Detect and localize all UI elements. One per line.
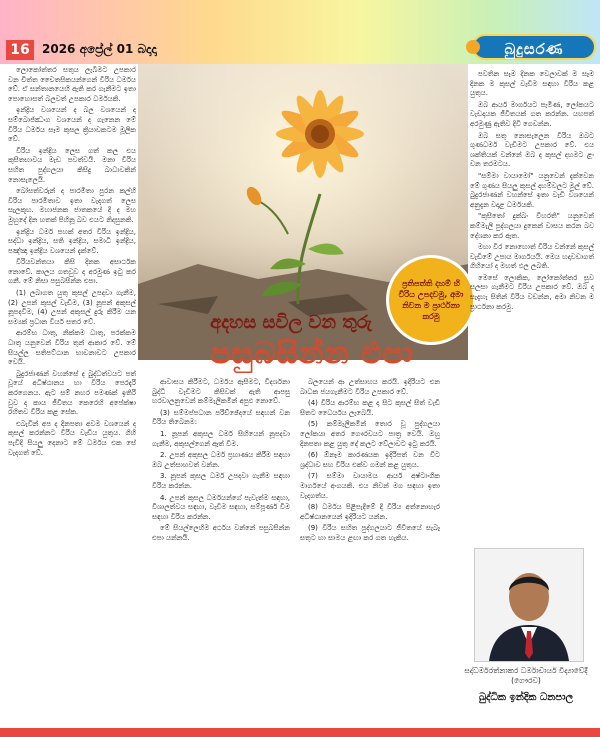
author-box bbox=[456, 548, 596, 730]
article-column-left bbox=[8, 66, 136, 721]
paragraph: "සම්මා වායාමෝ" යනුවෙන් දැක්වෙන මේ ගුණය සියලු කුසල් දහම්වලට මුල් වේ. බුදුරජාණන් වහන්සේ ඉතා වැඩි වශයෙන් අනුදැන වදාළ ධර්මයකි. bbox=[470, 171, 594, 209]
paragraph: පවතින සෑම දිනක වෙලාවක් ම සෑම දිනක ම කුසල් වැඩීම සඳහා වීරිය කළ යුතුය. bbox=[470, 70, 594, 98]
paragraph: ඉන්ද්‍රිය වශයෙන් ද බල වශයෙන් ද සම්බොජ්ඣංග වශයෙන් ද ගැනෙන මේ වීරිය ධර්මය සෑම කුසල ක්‍රියාවකටම මූලික වේ. bbox=[8, 106, 136, 144]
paragraph: මේ සියල්ලෙහිම අර්ථය වන්නේ පසුබසින්න එපා යන්නයි. bbox=[152, 524, 290, 542]
page-header bbox=[0, 0, 600, 64]
paragraph: (9) වීරිය සහිත පුද්ගලයාට ජීවිතයේ සැබෑ සතුට හා සාමය ළඟා කර ගත හැකිය. bbox=[300, 524, 440, 542]
paragraph: ලොකෝත්තර සතුය ලැබීමට උපකාර වන චිත්ත චෛතසිකයන්ගෙන් වීරිය ධර්මය වේ. ඒ සන්තානයෙහි ඇති කර ගැනීමට ඉතා පොහොසත් බලවත් උපකාර ධර්මයකි. bbox=[8, 66, 136, 103]
page-footer-bar bbox=[0, 728, 600, 737]
paragraph: 3. නූපන් කුසල ධර්ම උපදවා ගැනීම සඳහා වීරිය කරන්න. bbox=[152, 472, 290, 490]
author-photo bbox=[474, 548, 584, 662]
paragraph: (8) ධර්මය පිළිපැදීමේ දී වීරිය අත්නොහැර අධිෂ්ඨානයෙන් ඉදිරියට යන්න. bbox=[300, 503, 440, 521]
paragraph: වීරිය ඉන්ද්‍රිය ලෙස ගත් කල එය කුසීතභාවය මැඩ පවත්වයි. මනා වීරිය සහිත පුද්ගලයා කිසිදු බාධාවකින් නොසැලෙයි. bbox=[8, 146, 136, 184]
headline-line-1: අදහස සවිල වන තුරු bbox=[210, 312, 372, 333]
paragraph: වීරියවන්තයා කිසි දිනක අසාර්ථක නොවේ. කාලය ගතවුව ද අරමුණ ඉටු කර ගනී. මේ නිසා පසුබසින්න එපා. bbox=[8, 258, 136, 286]
paragraph: (3) සම්මප්පධාන පරිච්ඡේදයේ සඳහන් වන විරිය තිබෙනම: bbox=[152, 408, 290, 427]
paragraph: බුදුරජාණන් වහන්සේ ද බුද්ධත්වයට පත් වූයේ අධිෂ්ඨානය හා වීරිය පෙරදැරි කරගෙනය. ඇට සම් නහර පමණක් ඉතිරි වුව ද කාය ජීවිතය කෙරෙහි අපේක්ෂා රහිතව වීරිය කළ සේක. bbox=[8, 369, 136, 417]
paragraph: (4) වීරිය ආරම්භ කළ දා සිට කුසල් සිත් වැඩී සිතට ධෛර්යය ලැබෙයි. bbox=[300, 399, 440, 417]
headline-line-2: පසුබසින්න එපා bbox=[210, 336, 414, 371]
section-logo-text: බුදුසරණ bbox=[504, 40, 564, 58]
paragraph: බලයෙන් ආ උත්සාහය කරයි. ඉදිරියට එන බාධක ජයගැනීමට වීරිය උපකාර වේ. bbox=[300, 378, 440, 396]
paragraph: 2. උපන් අකුසල ධර්ම ප්‍රහාණය කිරීම සඳහා ඔබ උත්සාහවත් වන්න. bbox=[152, 451, 290, 469]
author-title: සද්ධර්මරත්නාකර ධර්මාචාර්ය විද්‍යාවේදී (ගෞරව) bbox=[464, 666, 588, 685]
dharma-wheel-icon bbox=[466, 40, 480, 54]
section-logo bbox=[472, 34, 596, 60]
paragraph: මහා වීර නොහොත් වීරිය වන්නේ කුසල් වැඩීමේ උපාය මාර්ගයයි. මෙය හදාවඩාගත් ගිහියෝ ද මහත් ඵල ලබති. bbox=[470, 243, 594, 271]
author-portrait bbox=[475, 549, 583, 661]
paragraph: (1) ලබාගත යුතු කුසල් උපදවා ගැනීම, (2) උපන් කුසල් වැඩීම, (3) නූපන් අකුසල් නූපදවීම, (4) උපන් අකුසල් දුරු කිරීම යන සම්‍යක් ප්‍රධාන වීර්ය සතර වේ. bbox=[8, 289, 136, 326]
paragraph: 1. නූපන් අකුසල ධර්ම සිහියෙන් නූපදවා ගැනීම, අකුසල්ගෙන් ඈත් වීම. bbox=[152, 429, 290, 448]
article-column-middle-2 bbox=[300, 378, 440, 723]
paragraph: ආරම්භ ධාතු, නික්කම ධාතු, පරක්කම ධාතු යනුවෙන් වීරිය තුන් ආකාර වේ. මේ සියල්ල සතිපට්ඨාන භාවනාවට උපකාර වෙයි. bbox=[8, 329, 136, 367]
issue-date: 2026 අප්‍රේල් 01 බදාදා bbox=[42, 42, 157, 56]
paragraph: (6) ඕනෑම කාරණයක ඉදිරිපත් වන විට ශ්‍රද්ධාව සහ වීරිය එක්ව ගමන් කළ යුතුය. bbox=[300, 451, 440, 469]
pull-quote-text: ප්‍රතිපත්ති දහම් හි වීරිය උපදවමු, අමා නිවන ම ප්‍රාර්ථනා කරමු bbox=[398, 279, 464, 321]
paragraph: එබැවින් අප ද දිනපතා අවම වශයෙන් ද කුසල් කරන්නට වීරිය වැඩිය යුතුය. ගිහි පැවිදි සියලු දෙනාට මේ ධර්මය එක සේ වැදගත් වේ. bbox=[8, 419, 136, 457]
paragraph: ආවාසය කිරීමට, ධර්මය ඇසීමට, විදර්ශනා බුද්ධි වැඩීමට කිසිවක් ඇති ආපසු හරවාලනුවෙන් කම්මැලිකමින් අපුඵ නොවේ. bbox=[152, 378, 290, 406]
paragraph: මෙසේ ලොකික, ලෝකෝත්තර සුව සලසා ගැනීමට වීරිය උපකාර වේ. ඔබ ද සැදැහැ සිතින් වීරිය වඩන්න, අමා නිවන ම ප්‍රාර්ථනා කරමු. bbox=[470, 273, 594, 311]
paragraph: (5) කම්මැලිකමින් තොර වූ පුද්ගලයා ලෝකයා අතර ගෞරවයට පාත්‍ර වෙයි. ඔහු දිනපතා කළ යුතු දේ කලට වේලාවට ඉටු කරයි. bbox=[300, 420, 440, 448]
paragraph: බෝසත්වරුන් ද පාරමිතා පුරන කල්හි වීරිය පාරමිතාව ඉතා වැදගත් ලෙස සැලකූහ. මහාජනක ජාතකයේ දී ද මහ මුහුදේ දින හතක් පිහිනූ බව එයට නිදසුනකි. bbox=[8, 187, 136, 224]
paragraph: (7) සම්මා වායාමය ආර්ය අෂ්ටාංගික මාර්ගයේ අංගයකි. එය නිවන් මග සඳහා ඉතා වැදගත්ය. bbox=[300, 472, 440, 500]
author-name: බුද්ධික ඉන්දික ධනපාල bbox=[478, 692, 574, 703]
paragraph: "කුසීතෝ දුක්ඛං විහරති" යනුවෙන් කම්මැලි පුද්ගලයා දුකෙන් වාසය කරන බව දේශනා කර ඇත. bbox=[470, 212, 594, 240]
article-column-middle-1 bbox=[152, 378, 290, 723]
article-column-right bbox=[470, 70, 594, 540]
page-number: 16 bbox=[6, 40, 34, 60]
paragraph: ඔබ ආර්ය මාර්ගයට පැමිණ, ලෝකයට වැඩදායක ජීවිතයක් ගත කරන්න. යහපත් අරමුණු ඇතිව දිවි ගෙවන්න. bbox=[470, 100, 594, 128]
paragraph: ඉන්ද්‍රිය ධර්ම පහක් අතර වීරිය ඉන්ද්‍රිය, සද්ධා ඉන්ද්‍රිය, සති ඉන්ද්‍රිය, සමාධි ඉන්ද්‍රිය, පඤ්ඤා ඉන්ද්‍රිය වශයෙන් දැක්වේ. bbox=[8, 227, 136, 255]
paragraph: ඔබ සතු නොසැලෙන වීරිය ඔබට ගුණධර්ම වැඩීමට උපකාර වේ. එය ශක්තියක් වන්නේ ඔබ ද කුසල් දහමට ළං වන තරමටය. bbox=[470, 131, 594, 169]
paragraph: 4. උපන් කුසල ධර්මයන්ගේ පැවැත්ම සඳහා, විශාලත්වය සඳහා, වැඩීම සඳහා, සම්පූර්ණ වීම සඳහා වීරිය කරන්න. bbox=[152, 493, 290, 521]
